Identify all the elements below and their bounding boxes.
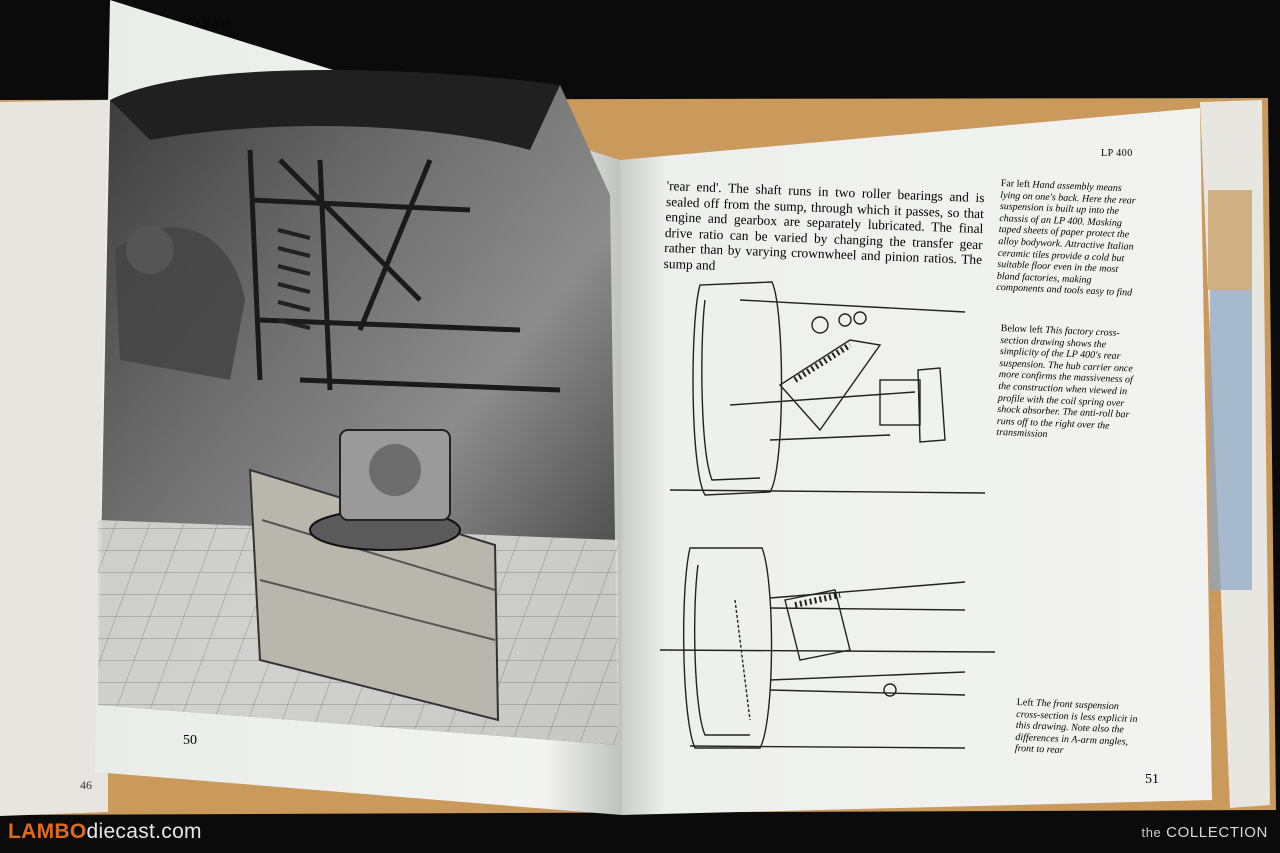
watermark-brand: LAMBO [8,820,87,843]
left-page-header: LP 400 [196,18,231,30]
caption-left-lead: Left [1016,697,1034,709]
caption-far-left [996,178,1141,300]
other-book-edge [1208,190,1252,290]
watermark-the: the [1141,825,1162,840]
caption-left [1015,697,1145,760]
right-page-header: LP 400 [1101,148,1133,159]
caption-far-left-lead: Far left [1000,178,1031,191]
watermark-collection [1141,824,1268,841]
watermark-logo [8,820,202,844]
caption-below-left-text: This factory cross-section drawing shows the simplicity of the LP 400's rear suspension. The hub carrier once more confirms the massiveness of the construction when viewed in profile with the coil spring over shock absorber. The anti-roll bar runs off to the right over the transmission [996,324,1134,441]
caption-left-text: The front suspension cross-section is less explicit in this drawing. Note also the differences in A-arm angles, front to rear [1014,697,1138,757]
watermark-suffix: diecast.com [86,820,202,843]
left-page-number: 50 [183,733,197,748]
chassis-photo [98,70,618,745]
underlying-page-number: 46 [80,778,92,792]
body-text: 'rear end'. The shaft runs in two roller bearings and is sealed off from the sump, through which it passes, so that engine and gearbox are separately lubricated. The final drive ratio can be varied by changing the transfer gear rather than by varying crownwheel and pinion ratios. The sump and [663,178,985,273]
caption-below-left-lead: Below left [1000,323,1043,336]
caption-below-left [996,323,1141,445]
caption-far-left-text: Hand assembly means lying on one's back. Here the rear suspension is built up into the chassis of an LP 400. Masking taped sheets of paper protect the alloy bodywork. Attractive Italian ceramic tiles provide a cold but suitable floor even in the most bland factories, making components and tools easy to find [996,179,1136,299]
underlying-page-left [0,100,108,816]
other-book-edge-blue [1210,290,1252,590]
right-page-number: 51 [1145,772,1159,787]
watermark-collection-text: COLLECTION [1166,824,1268,841]
